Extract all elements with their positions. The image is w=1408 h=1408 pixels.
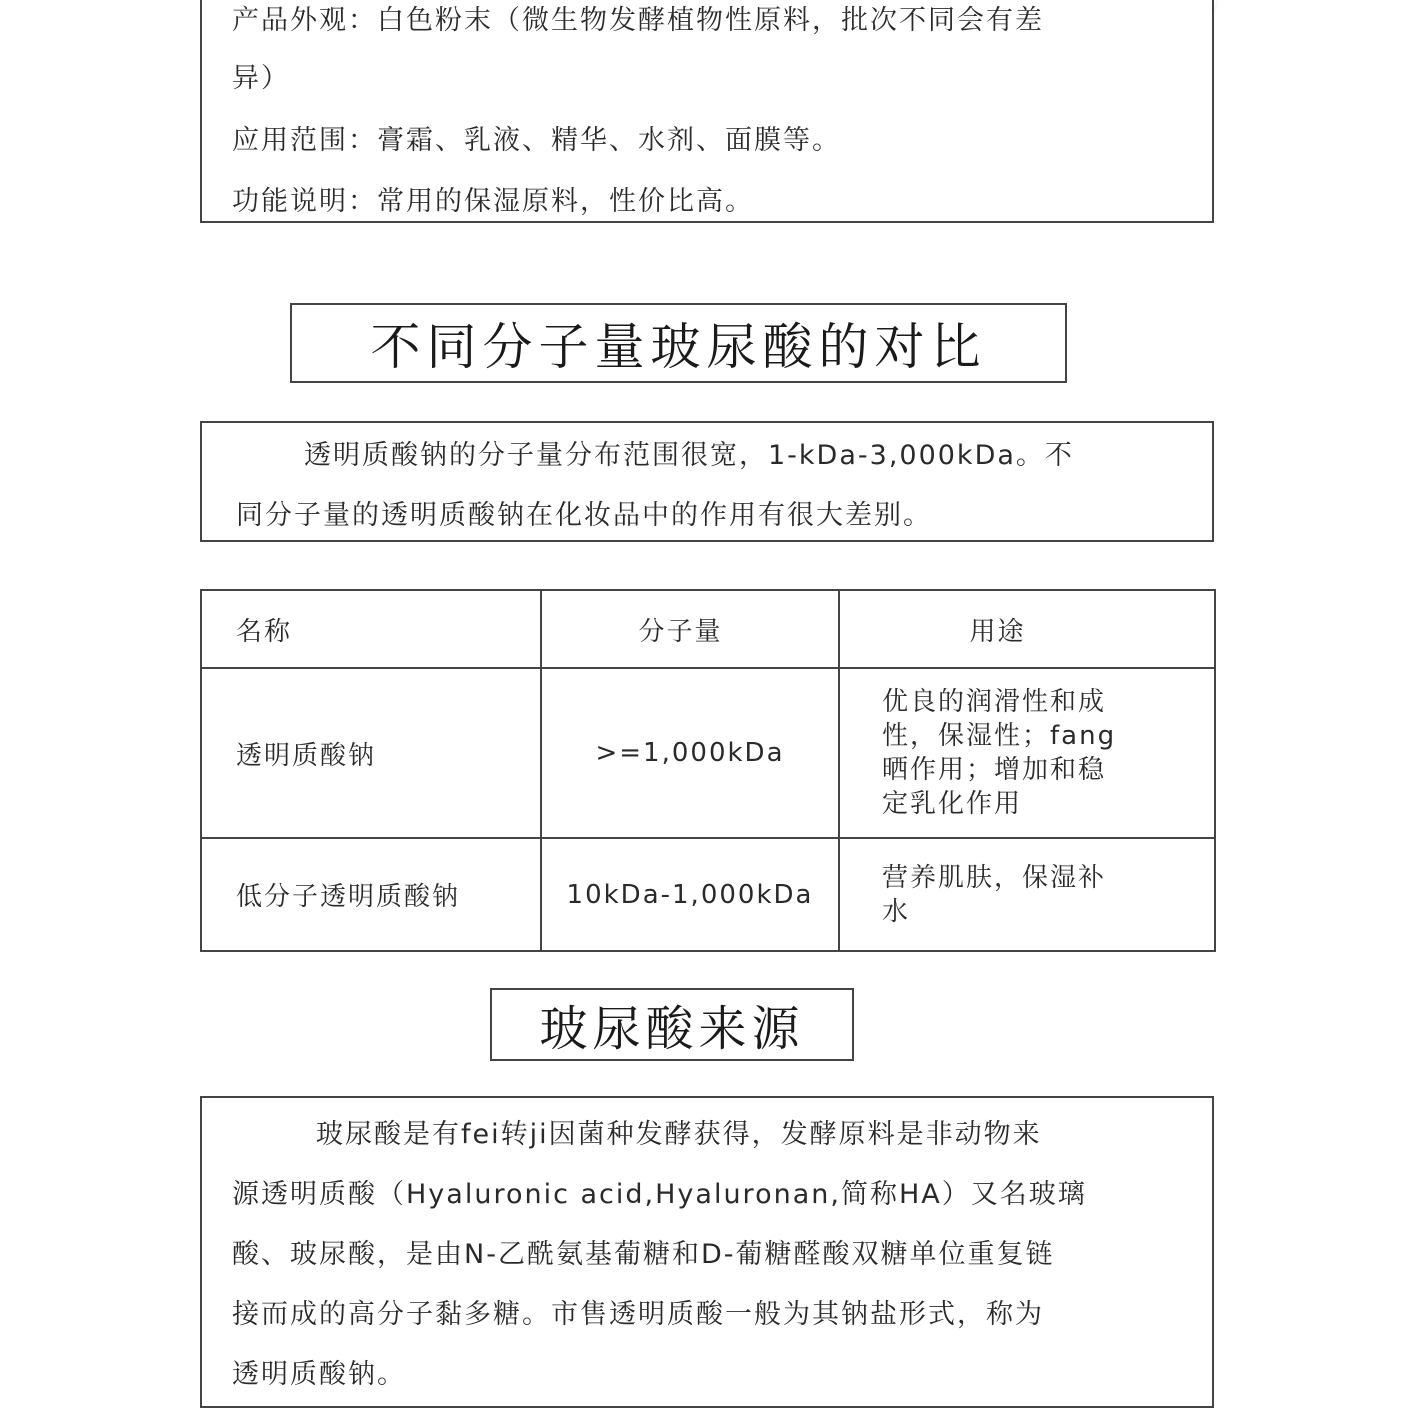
intro-line2: 同分子量的透明质酸钠在化妆品中的作用有很大差别。	[236, 500, 932, 531]
row2-molecular-weight: 10kDa-1,000kDa	[541, 838, 839, 951]
header-molecular-weight: 分子量	[541, 590, 839, 668]
table-row	[201, 838, 1215, 951]
source-line4: 接而成的高分子黏多糖。市售透明质酸一般为其钠盐形式，称为	[232, 1299, 1044, 1330]
header-name: 名称	[201, 590, 541, 668]
row1-molecular-weight: >=1,000kDa	[541, 668, 839, 838]
row2-usage-line: 水	[882, 896, 911, 927]
product-appearance-line2: 异）	[232, 63, 290, 94]
row1-name: 透明质酸钠	[201, 668, 541, 838]
product-function: 功能说明：常用的保湿原料，性价比高。	[232, 186, 754, 217]
row1-usage-line: 性，保湿性；fang	[882, 721, 1117, 751]
source-line3: 酸、玻尿酸，是由N-乙酰氨基葡糖和D-葡糖醛酸双糖单位重复链	[232, 1239, 1055, 1270]
section-title-source: 玻尿酸来源	[490, 988, 854, 1061]
table-row	[201, 668, 1215, 838]
molecular-weight-table	[200, 589, 1216, 952]
source-box	[200, 1096, 1214, 1408]
row1-usage-line: 定乳化作用	[882, 789, 1023, 819]
intro-line1: 透明质酸钠的分子量分布范围很宽，1-kDa-3,000kDa。不	[304, 440, 1074, 471]
row1-usage-line: 优良的润滑性和成	[882, 687, 1107, 717]
row2-name: 低分子透明质酸钠	[201, 838, 541, 951]
table-header-row	[201, 590, 1215, 668]
source-line1: 玻尿酸是有fei转ji因菌种发酵获得，发酵原料是非动物来	[316, 1119, 1042, 1150]
row2-usage	[839, 838, 1215, 951]
row2-usage-line: 营养肌肤，保湿补	[882, 862, 1107, 893]
section-title-comparison: 不同分子量玻尿酸的对比	[290, 303, 1067, 383]
source-line2: 源透明质酸（Hyaluronic acid,Hyaluronan,简称HA）又名玻璃	[232, 1179, 1087, 1210]
product-appearance-line1: 产品外观：白色粉末（微生物发酵植物性原料，批次不同会有差	[232, 5, 1044, 36]
product-info-box	[200, 0, 1214, 223]
header-usage: 用途	[839, 590, 1215, 668]
source-line5: 透明质酸钠。	[232, 1359, 406, 1390]
row1-usage	[839, 668, 1215, 838]
product-application: 应用范围：膏霜、乳液、精华、水剂、面膜等。	[232, 125, 841, 156]
row1-usage-line: 晒作用；增加和稳	[882, 755, 1107, 785]
intro-box	[200, 421, 1214, 542]
